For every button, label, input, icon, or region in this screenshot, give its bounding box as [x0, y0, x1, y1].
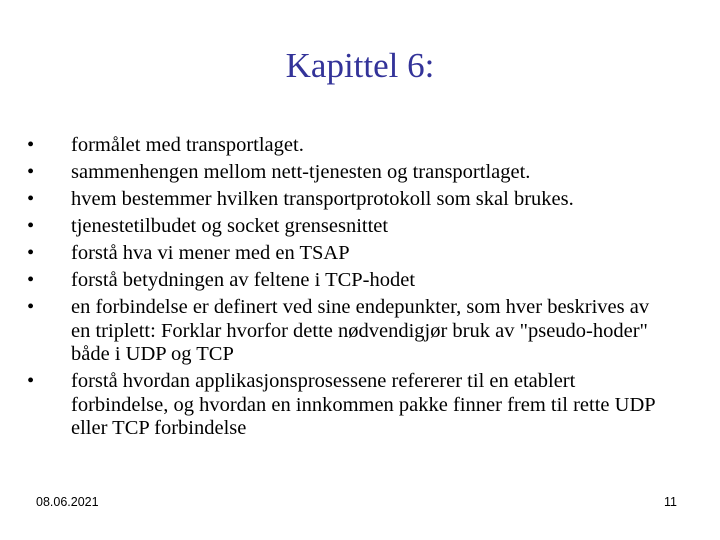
- bullet-icon: •: [27, 269, 35, 291]
- bullet-text: forstå betydningen av feltene i TCP-hodet: [71, 269, 416, 291]
- bullet-item: [24, 269, 671, 293]
- bullet-item: [24, 161, 671, 185]
- bullet-text: hvem bestemmer hvilken transportprotokoll som skal brukes.: [71, 188, 574, 210]
- bullet-list: [24, 134, 674, 444]
- bullet-icon: •: [27, 188, 35, 210]
- bullet-item: [24, 188, 671, 212]
- bullet-icon: •: [27, 370, 35, 392]
- footer-date: 08.06.2021: [36, 495, 99, 509]
- bullet-text: forstå hvordan applikasjonsprosessene refererer til en etablert forbindelse, og hvordan en innkommen pakke finner frem til rette UDP eller TCP forbindelse: [71, 370, 655, 439]
- bullet-item: [24, 242, 671, 266]
- bullet-icon: •: [27, 161, 35, 183]
- bullet-icon: •: [27, 215, 35, 237]
- bullet-text: tjenestetilbudet og socket grensesnittet: [71, 215, 389, 237]
- bullet-item: [24, 134, 671, 158]
- bullet-icon: •: [27, 296, 35, 318]
- bullet-text: forstå hva vi mener med en TSAP: [71, 242, 350, 264]
- bullet-text: sammenhengen mellom nett-tjenesten og transportlaget.: [71, 161, 531, 183]
- bullet-text: en forbindelse er definert ved sine endepunkter, som hver beskrives av en triplett: Forklar hvorfor dette nødvendigjør bruk av "pseudo-hoder" både i UDP og TCP: [71, 296, 650, 365]
- slide-title: Kapittel 6:: [285, 46, 435, 85]
- bullet-item: [24, 215, 671, 239]
- bullet-item: [24, 370, 671, 441]
- bullet-icon: •: [27, 134, 35, 156]
- bullet-text: formålet med transportlaget.: [71, 134, 304, 156]
- bullet-icon: •: [27, 242, 35, 264]
- slide-number: 11: [664, 495, 677, 509]
- bullet-item: [24, 296, 671, 367]
